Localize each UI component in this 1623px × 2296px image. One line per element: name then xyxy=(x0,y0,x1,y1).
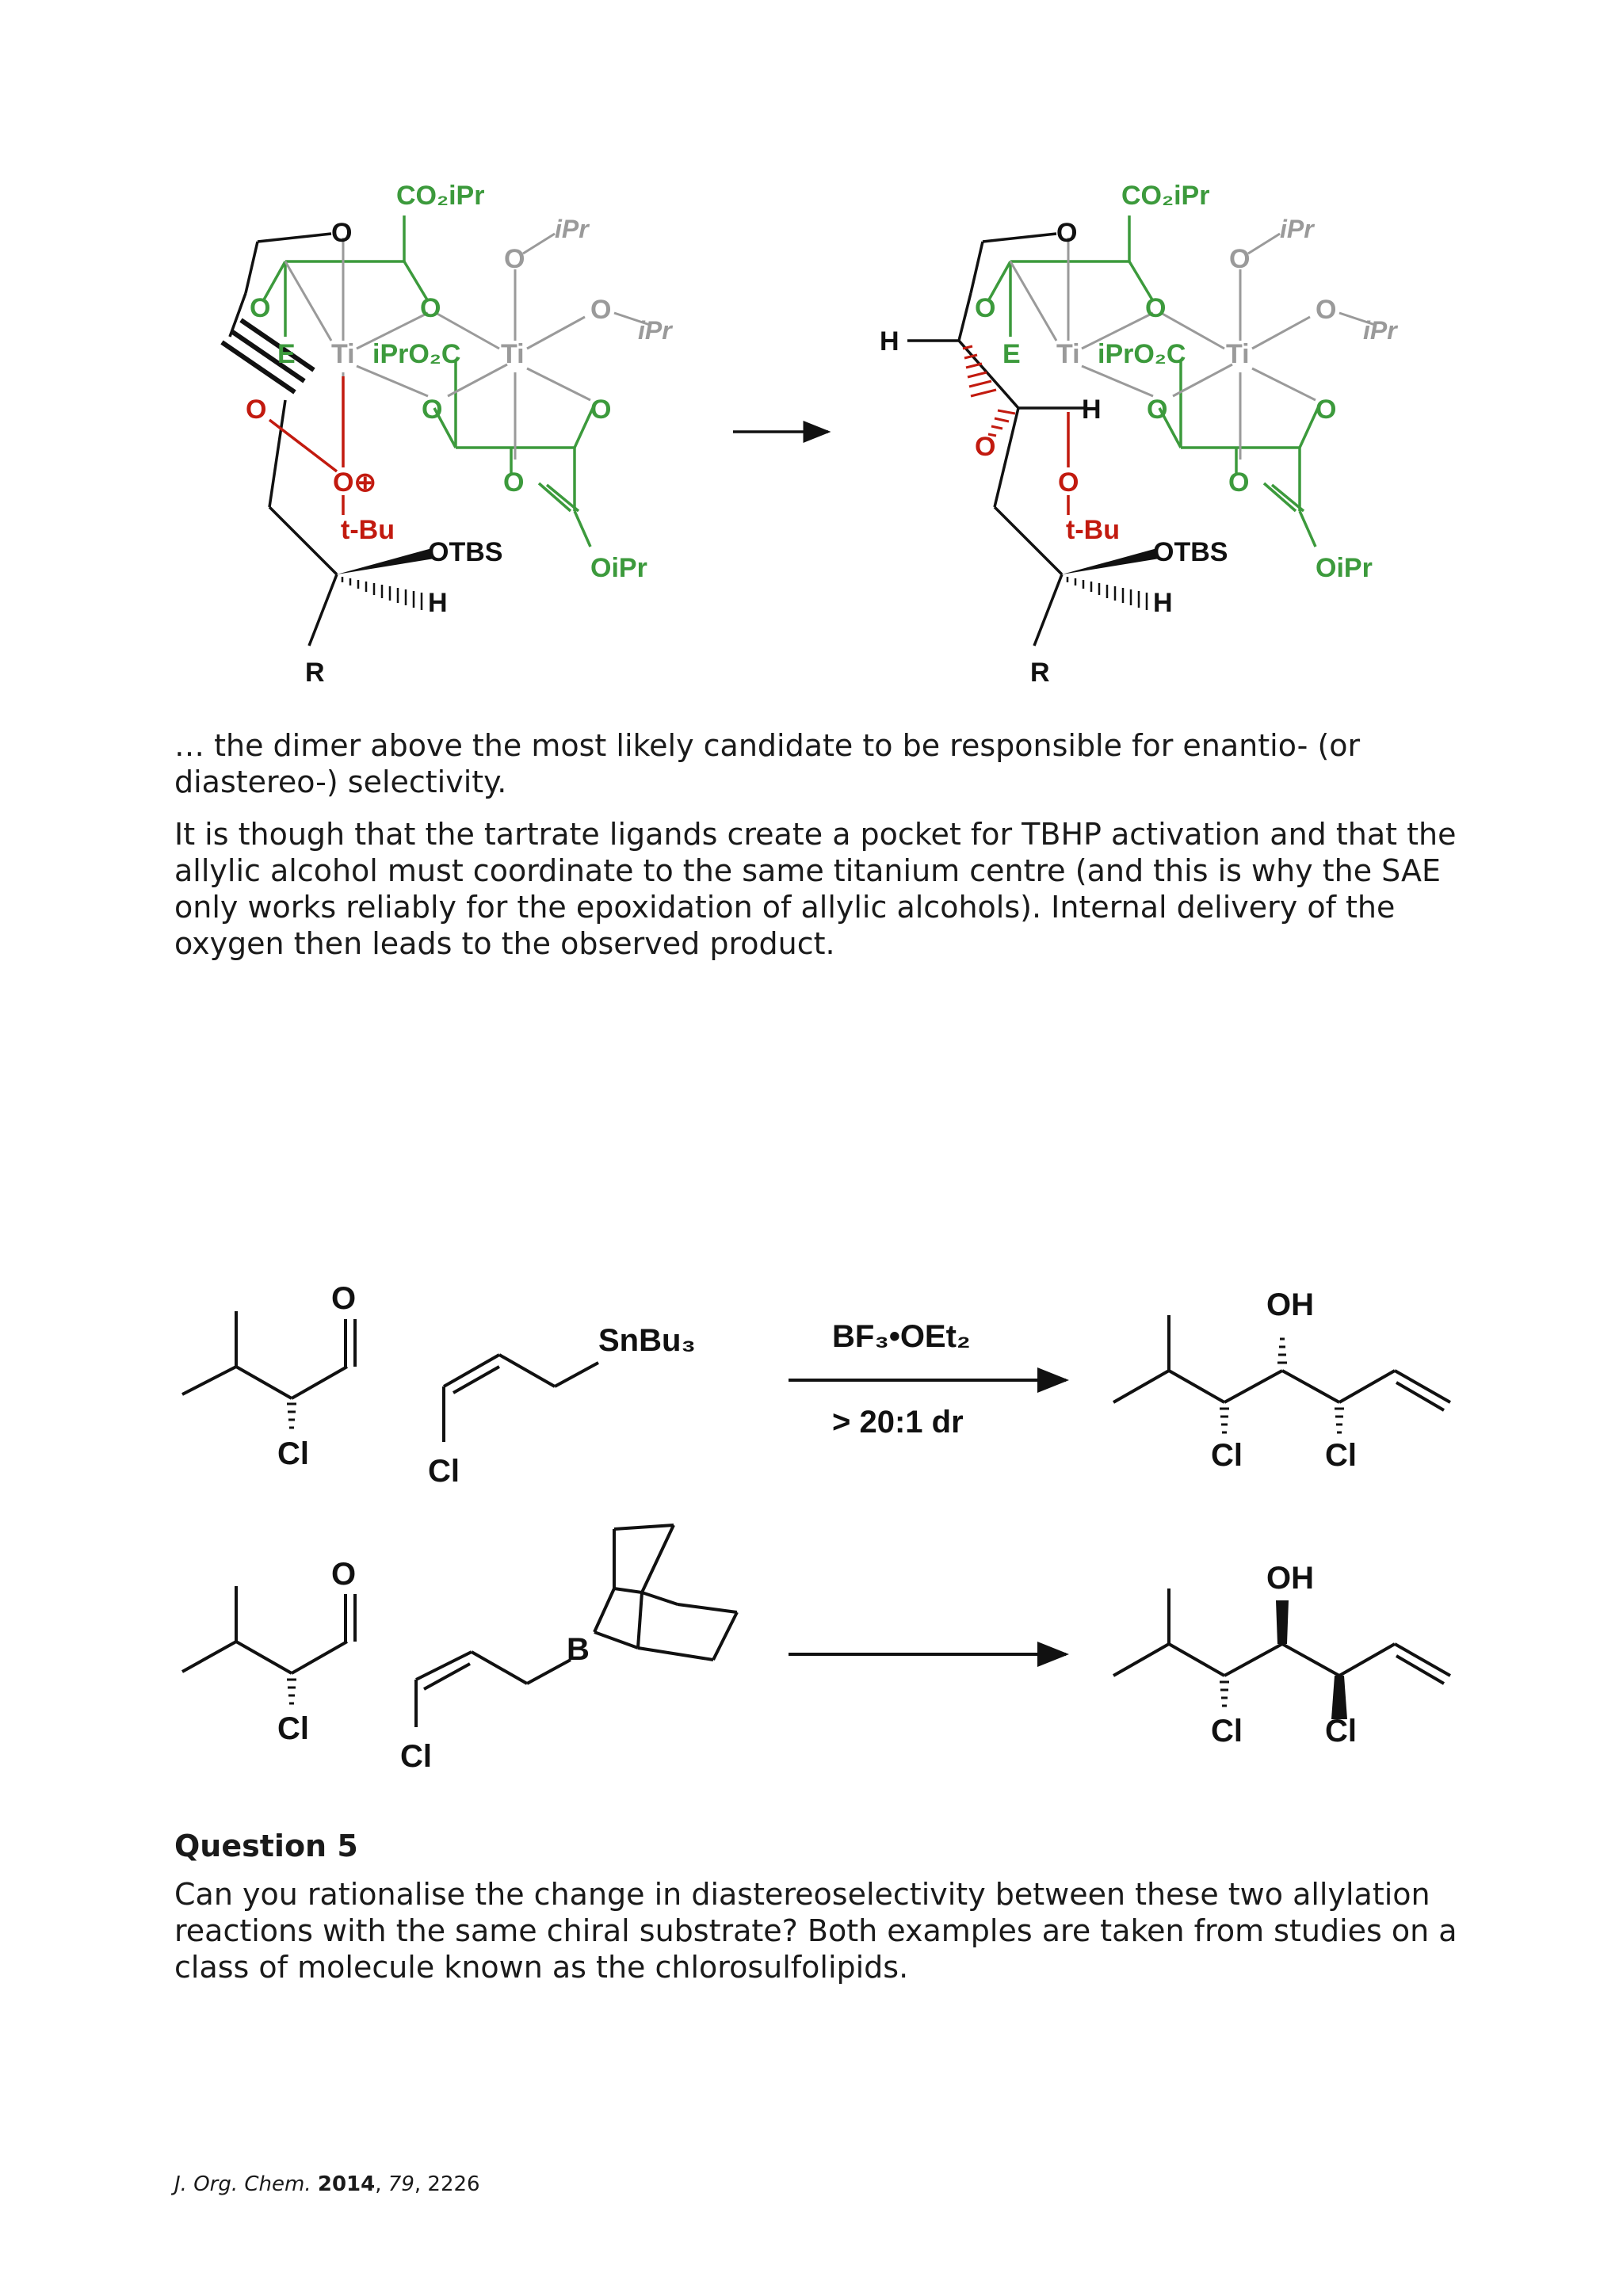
left-h: H xyxy=(428,588,448,618)
right-e-label: E xyxy=(1002,339,1021,369)
right-ti-1: Ti xyxy=(1056,339,1080,369)
right-h-mid: H xyxy=(1082,395,1102,425)
right-o-epoxide: O xyxy=(975,432,996,462)
left-o-green-4: O xyxy=(590,395,612,425)
right-o-gray-top: O xyxy=(1229,244,1251,274)
right-co2ipr: CO₂iPr xyxy=(1121,181,1210,211)
reaction2-aldehyde xyxy=(182,1586,355,1673)
right-h-left: H xyxy=(880,326,899,357)
left-tbu: t-Bu xyxy=(341,515,395,545)
right-otbs: OTBS xyxy=(1153,537,1228,567)
reaction2-borane xyxy=(416,1525,737,1727)
r1-dr: > 20:1 dr xyxy=(832,1405,964,1440)
right-ipr-right: iPr xyxy=(1363,316,1397,345)
question-heading: Question 5 xyxy=(174,1829,358,1863)
r1-stannane-cl: Cl xyxy=(428,1454,460,1489)
allylation-scheme xyxy=(0,1252,1623,1806)
right-transition-state xyxy=(880,181,1398,688)
right-o-green-2: O xyxy=(1145,293,1167,323)
right-ipro2c: iPrO₂C xyxy=(1098,339,1186,369)
citation-pages: , 2226 xyxy=(414,2172,480,2196)
r1-stannane-snbu3: SnBu₃ xyxy=(598,1323,696,1358)
right-o-red: O xyxy=(1058,467,1079,498)
right-o-green-5: O xyxy=(1228,467,1250,498)
right-ti-2: Ti xyxy=(1226,339,1250,369)
left-o-plus: O⊕ xyxy=(333,467,376,498)
r2-product-oh: OH xyxy=(1266,1561,1314,1596)
r2-product-cl2: Cl xyxy=(1325,1714,1357,1749)
left-r: R xyxy=(305,658,325,688)
r2-product-cl1: Cl xyxy=(1211,1714,1243,1749)
right-o-gray-right: O xyxy=(1316,295,1337,325)
r1-aldehyde-cl: Cl xyxy=(277,1436,309,1471)
right-o-green-4: O xyxy=(1316,395,1337,425)
right-h: H xyxy=(1153,588,1173,618)
citation-journal: J. Org. Chem. xyxy=(174,2172,311,2196)
reaction1-aldehyde xyxy=(182,1311,355,1398)
left-otbs: OTBS xyxy=(428,537,503,567)
left-o-gray-right: O xyxy=(590,295,612,325)
left-oipr: OiPr xyxy=(590,553,647,583)
left-ti-1: Ti xyxy=(331,339,355,369)
left-ipr-right: iPr xyxy=(638,316,672,345)
left-co2ipr: CO₂iPr xyxy=(396,181,485,211)
citation-volume: 79 xyxy=(388,2172,414,2196)
left-ipro2c: iPrO₂C xyxy=(372,339,461,369)
left-e-label: E xyxy=(277,339,296,369)
left-o-green-5: O xyxy=(503,467,525,498)
left-o-red: O xyxy=(246,395,267,425)
r1-product-cl1: Cl xyxy=(1211,1438,1243,1473)
left-ti-2: Ti xyxy=(501,339,525,369)
right-o-top: O xyxy=(1056,218,1078,248)
left-o-top: O xyxy=(331,218,353,248)
sae-transition-state-scheme xyxy=(0,0,1623,713)
right-tbu: t-Bu xyxy=(1066,515,1120,545)
left-o-green-2: O xyxy=(420,293,441,323)
left-o-green-1: O xyxy=(250,293,271,323)
r2-aldehyde-o: O xyxy=(331,1557,357,1592)
r1-product-cl2: Cl xyxy=(1325,1438,1357,1473)
right-oipr: OiPr xyxy=(1316,553,1373,583)
left-o-gray-top: O xyxy=(504,244,525,274)
paragraph-dimer: … the dimer above the most likely candidate to be responsible for enantio- (or diastereo-) selectivity. xyxy=(174,728,1361,799)
r1-reagent: BF₃•OEt₂ xyxy=(832,1319,971,1354)
right-o-green-3: O xyxy=(1147,395,1168,425)
right-r: R xyxy=(1030,658,1050,688)
right-o-green-1: O xyxy=(975,293,996,323)
reaction1-stannane xyxy=(444,1355,598,1442)
r1-aldehyde-o: O xyxy=(331,1281,357,1316)
r2-borane-cl: Cl xyxy=(400,1739,432,1774)
r1-product-oh: OH xyxy=(1266,1287,1314,1322)
r2-borane-b: B xyxy=(567,1632,590,1667)
citation-year: 2014 xyxy=(317,2172,376,2196)
question-text: Can you rationalise the change in diastereoselectivity between these two allylation reactions with the same chiral substrate? Both examples are taken from studies on a class of molecule known as the chlorosulfolipids. xyxy=(174,1877,1457,1985)
paragraph-mechanism: It is though that the tartrate ligands create a pocket for TBHP activation and that the allylic alcohol must coordinate to the same titanium centre (and this is why the SAE only works reliably for the epoxidation of allylic alcohols). Internal delivery of the oxygen then leads to the observed product. xyxy=(174,817,1457,961)
left-o-green-3: O xyxy=(422,395,443,425)
right-ipr-top: iPr xyxy=(1280,215,1314,243)
left-transition-state xyxy=(222,181,673,688)
citation: J. Org. Chem. 2014, 79, 2226 xyxy=(174,2172,480,2196)
r2-aldehyde-cl: Cl xyxy=(277,1711,309,1746)
left-ipr-top: iPr xyxy=(555,215,589,243)
